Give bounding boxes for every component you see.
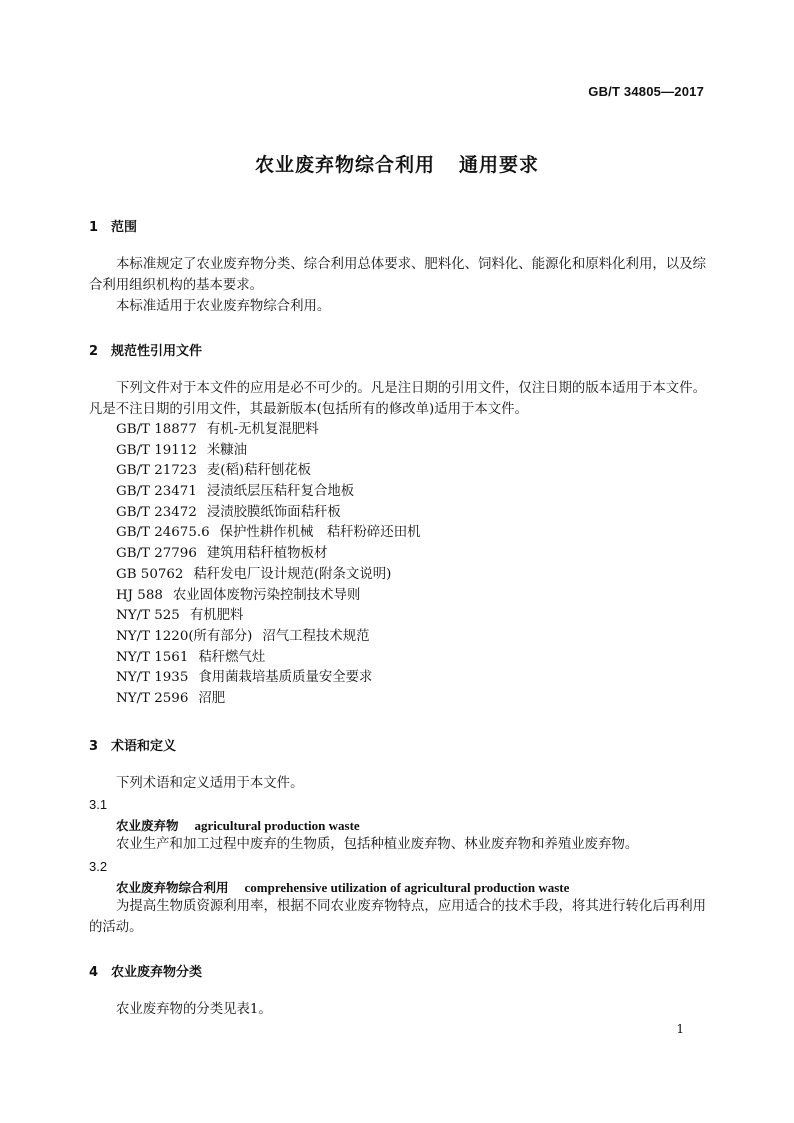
reference-name: 沼肥 [198,690,226,706]
reference-name: 农业固体废物污染控制技术导则 [172,587,361,603]
term-english: comprehensive utilization of agricultural production waste [244,880,570,895]
reference-name: 有机-无机复混肥料 [206,422,319,437]
reference-name: 麦(稻)秸秆刨花板 [206,463,312,479]
reference-code: NY/T 525 [116,608,180,624]
reference-name: 食用菌栽培基质质量安全要求 [198,670,373,686]
term-heading [116,816,360,834]
reference-item [116,503,420,524]
reference-name: 有机肥料 [189,608,244,624]
reference-item [116,523,420,544]
section-title: 术语和定义 [111,739,177,754]
normative-intro-paragraph: 下列文件对于本文件的应用是必不可少的。凡是注日期的引用文件，仅注日期的版本适用于本文件。凡是不注日期的引用文件，其最新版本(包括所有的修改单)适用于本文件。 [89,381,706,417]
document-title-sub: 通用要求 [459,154,540,176]
reference-name: 秸秆燃气灶 [198,649,266,665]
reference-name: 沼气工程技术规范 [262,628,370,644]
reference-name: 秸秆发电厂设计规范(附条文说明) [193,566,392,582]
reference-code: NY/T 1561 [116,649,189,665]
section-number: 3 [89,739,99,754]
term-english: agricultural production waste [194,818,360,833]
term-chinese: 农业废弃物 [116,818,179,833]
reference-code: GB/T 19112 [116,442,197,458]
section-heading-classification [89,961,202,980]
reference-name: 浸渍胶膜纸饰面秸秆板 [206,504,341,520]
reference-name: 浸渍纸层压秸秆复合地板 [206,484,355,500]
document-title [0,150,794,177]
reference-code: NY/T 1220(所有部分) [116,628,253,644]
standard-code: GB/T 34805—2017 [588,84,704,99]
page-number: 1 [676,1022,684,1036]
reference-item [116,565,420,586]
reference-code: GB/T 24675.6 [116,525,210,541]
section-number: 1 [89,220,99,235]
terms-intro-paragraph: 下列术语和定义适用于本文件。 [116,776,304,791]
reference-item [116,627,420,648]
reference-name: 建筑用秸秆植物板材 [206,546,328,562]
clause-number: 3.2 [89,859,108,874]
section-title: 规范性引用文件 [111,344,203,359]
classification-paragraph: 农业废弃物的分类见表1。 [116,1002,272,1017]
document-title-main: 农业废弃物综合利用 [254,154,435,176]
term-chinese: 农业废弃物综合利用 [116,880,229,895]
reference-item [116,441,420,462]
reference-item [116,586,420,607]
reference-code: GB/T 23472 [116,504,197,520]
reference-code: HJ 588 [116,587,163,603]
reference-name: 米糠油 [206,442,248,458]
section-number: 4 [89,965,99,980]
section-number: 2 [89,344,99,359]
reference-item [116,606,420,627]
reference-item [116,668,420,689]
scope-paragraph-2: 本标准适用于农业废弃物综合利用。 [116,299,331,314]
term-definition: 农业生产和加工过程中废弃的生物质，包括种植业废弃物、林业废弃物和养殖业废弃物。 [116,837,639,852]
reference-item [116,544,420,565]
reference-item [116,689,420,710]
section-heading-terms [89,735,176,754]
section-title: 农业废弃物分类 [111,965,203,980]
reference-code: GB/T 27796 [116,546,197,562]
clause-number: 3.1 [89,797,108,812]
reference-code: NY/T 1935 [116,670,189,686]
reference-code: GB/T 21723 [116,463,197,479]
reference-item [116,420,420,441]
reference-item [116,461,420,482]
reference-item [116,482,420,503]
section-title: 范围 [111,220,138,235]
reference-name: 保护性耕作机械 秸秆粉碎还田机 [219,525,421,541]
section-heading-scope [89,216,137,235]
reference-list [116,420,420,710]
reference-code: GB/T 18877 [116,422,197,437]
term-definition: 为提高生物质资源利用率，根据不同农业废弃物特点，应用适合的技术手段，将其进行转化后再利用的活动。 [89,899,706,935]
reference-item [116,648,420,669]
reference-code: NY/T 2596 [116,690,189,706]
reference-code: GB/T 23471 [116,484,197,500]
term-heading [116,878,569,896]
reference-code: GB 50762 [116,566,184,582]
scope-paragraph-1: 本标准规定了农业废弃物分类、综合利用总体要求、肥料化、饲料化、能源化和原料化利用，以及综合利用组织机构的基本要求。 [89,257,706,293]
section-heading-normative-references [89,340,202,359]
